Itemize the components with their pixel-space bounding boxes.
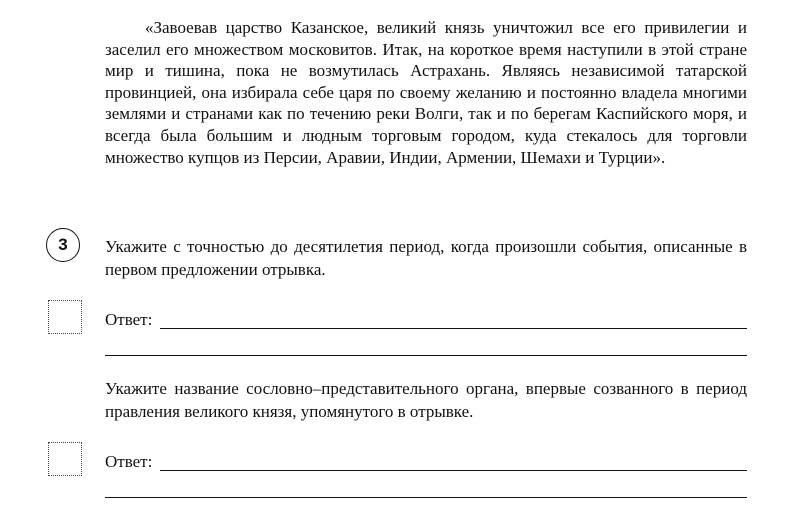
question-1-text: Укажите с точностью до десятилетия период, когда произошли события, описанные в первом предложении отрывка. [105,237,747,279]
question-2 [105,377,747,423]
answer-line-2[interactable] [160,470,747,471]
answer-label-1: Ответ: [105,310,153,329]
answer-line-1[interactable] [160,328,747,329]
question-1 [105,235,747,281]
answer-line-1-continuation[interactable] [105,355,747,356]
answer-line-2-continuation[interactable] [105,497,747,498]
source-passage [105,17,747,168]
answer-box-2[interactable] [48,442,82,476]
answer-label-2: Ответ: [105,452,153,471]
question-2-text: Укажите название сословно–представительного органа, впервые созванного в период правления великого князя, упомянутого в отрывке. [105,379,747,421]
task-number-badge [46,228,80,262]
answer-box-1[interactable] [48,300,82,334]
passage-text: «Завоевав царство Казанское, великий князь уничтожил все его привилегии и заселил его множеством московитов. Итак, на короткое время наступили в этой стране мир и тишина, пока не возмутилась Астрахань. Являясь независимой татарской провинцией, она избирала себе царя по своему желанию и постоянно владела многими землями и странами как по течению реки Волги, так и по берегам Каспийского моря, и всегда была большим и людным торговым городом, куда стекалось для торговли множество купцов из Персии, Аравии, Индии, Армении, Шемахи и Турции». [105,18,747,167]
task-number: 3 [58,235,68,254]
